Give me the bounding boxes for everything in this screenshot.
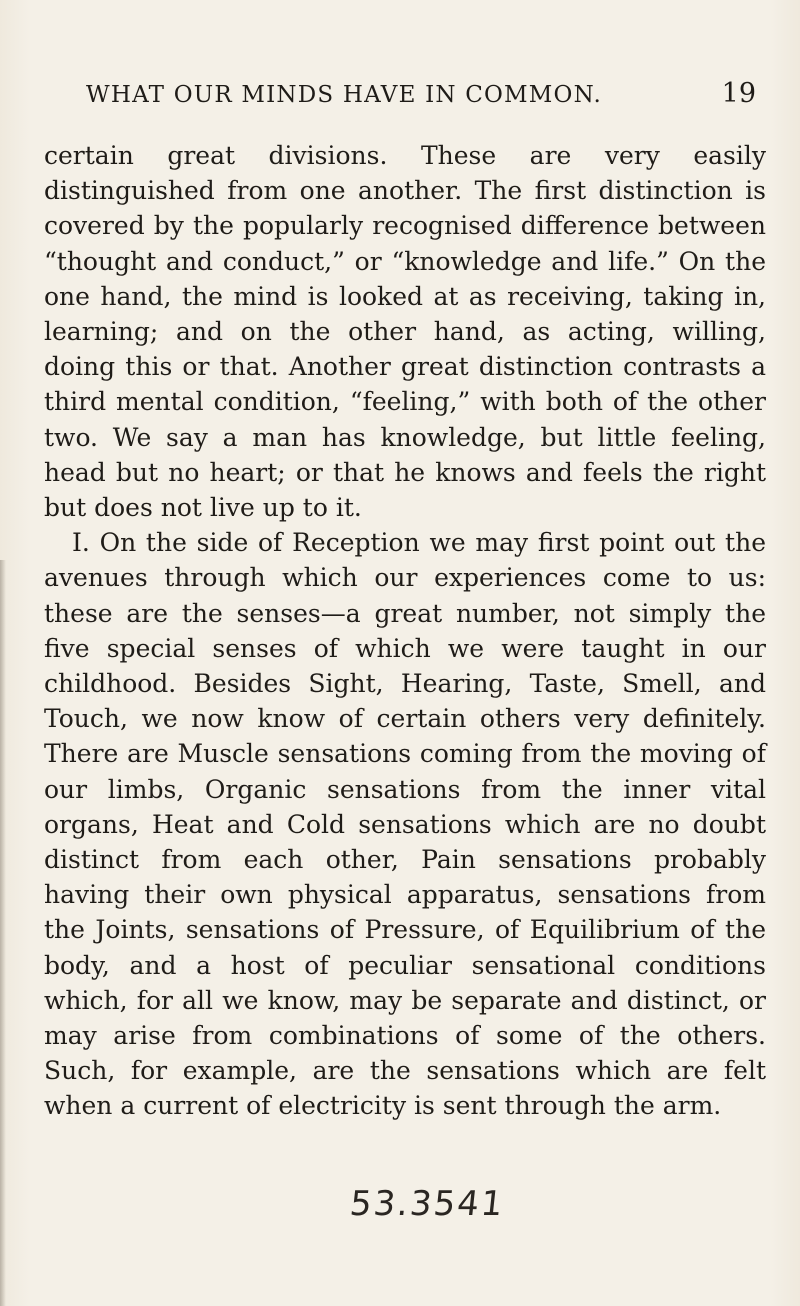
paragraph-two: I. On the side of Reception we may first point out the avenues through which our experiences come to us: these are the senses—a great number, not simply the five special senses of which we were taught in our childhood. Besides Sight, Hearing, Taste, Smell, and Touch, we now know of certain others very definitely. There are Muscle sensations coming from the moving of our limbs, Organic sensations from the inner vital organs, Heat and Cold sensations which are no doubt distinct from each other, Pain sensations probably having their own physical apparatus, sensations from the Joints, sensations of Pressure, of Equilibrium of the body, and a host of peculiar sensational conditions which, for all we know, may be separate and distinct, or may arise from combinations of some of the others. Such, for example, are the sensations which are felt when a current of electricity is sent through the arm. [44,528,766,1121]
page-header [86,78,756,109]
running-title: WHAT OUR MINDS HAVE IN COMMON. [86,82,602,108]
page-edge-shadow [0,560,6,1306]
page-number: 19 [721,78,756,109]
handwritten-shelf-mark: 53.3541 [347,1184,507,1224]
paragraph-one: certain great divisions. These are very easily distinguished from one another. The first distinction is covered by the popularly recognised difference between “thought and conduct,” or “knowledge and life.” On the one hand, the mind is looked at as receiving, taking in, learning; and on the other hand, as acting, willing, doing this or that. Another great distinction contrasts a third mental condition, “feeling,” with both of the other two. We say a man has knowledge, but little feeling, head but no heart; or that he knows and feels the right but does not live up to it. [44,141,766,523]
body-text [44,138,766,1124]
